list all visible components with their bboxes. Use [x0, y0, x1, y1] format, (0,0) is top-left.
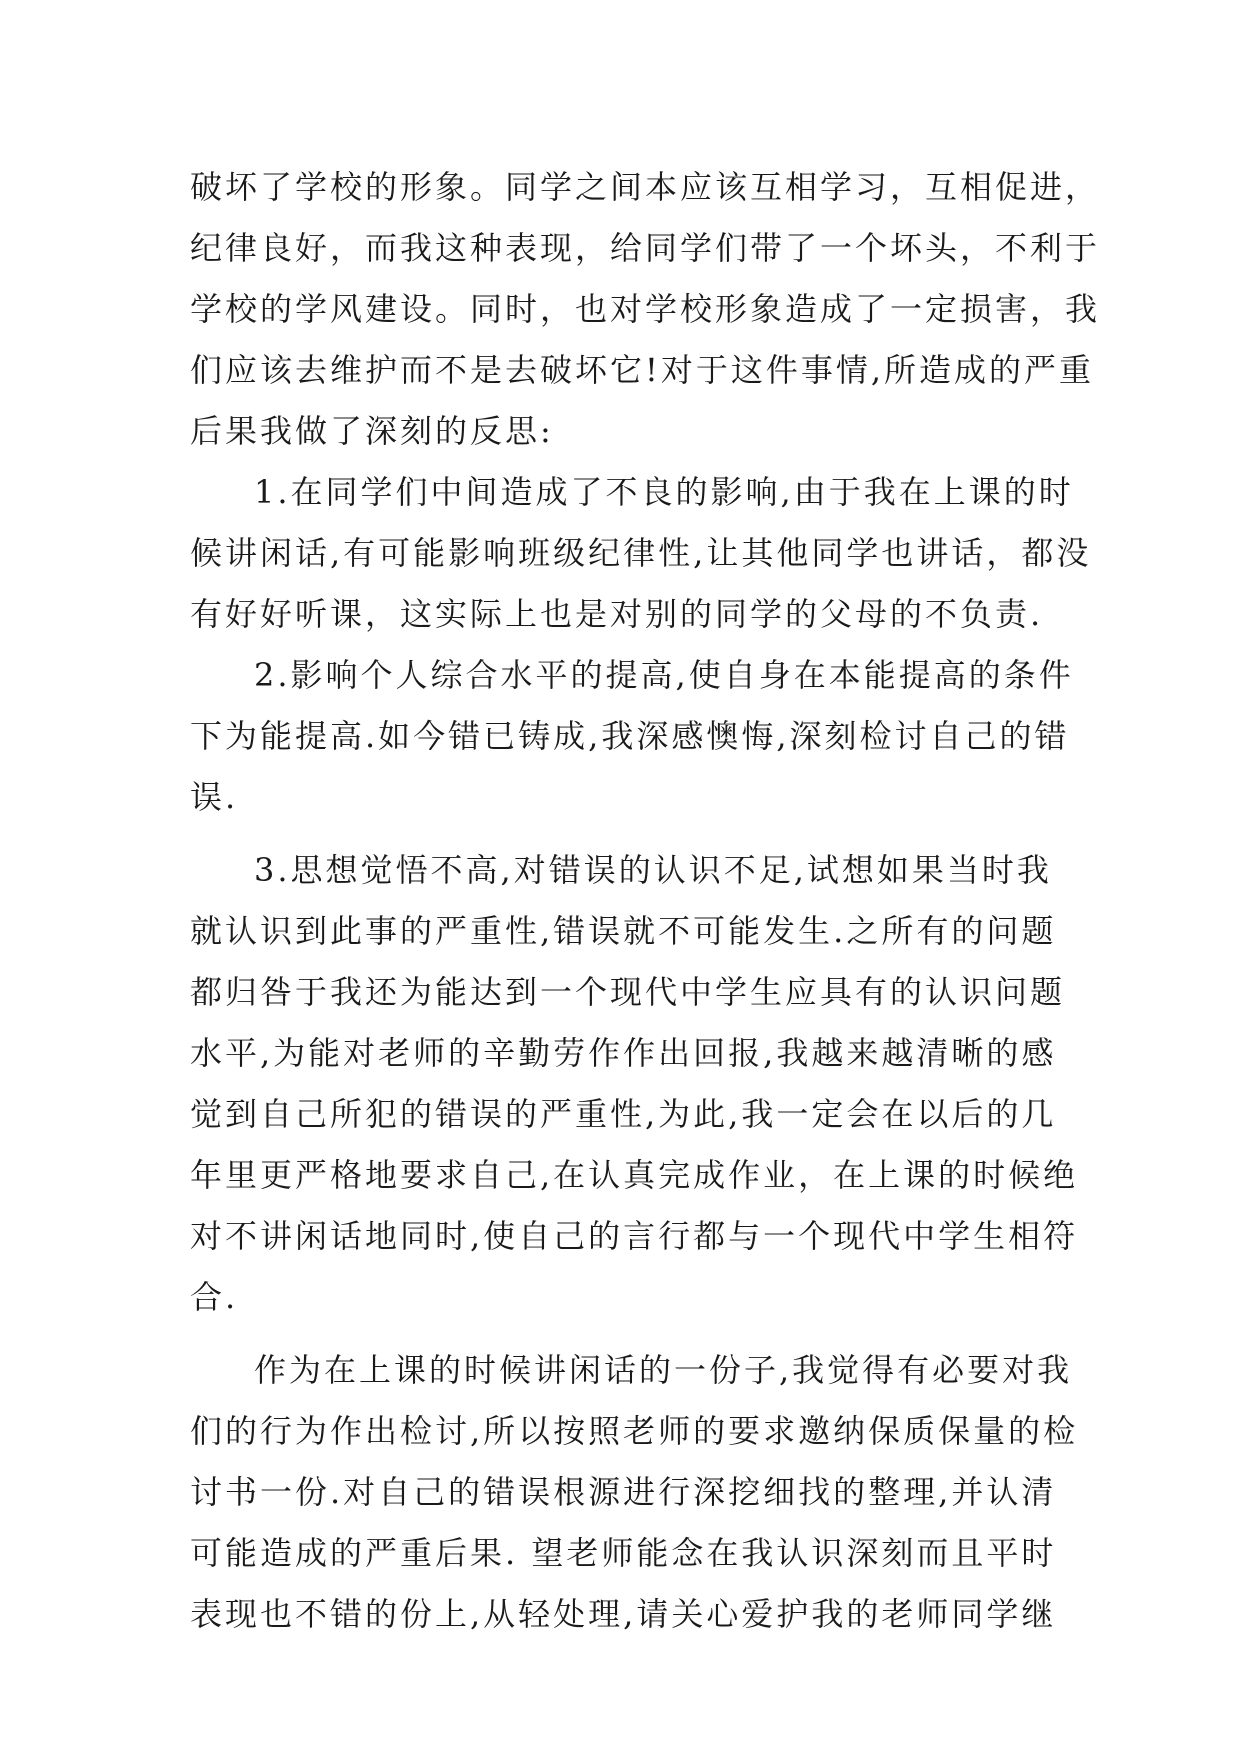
text-line: 表现也不错的份上,从轻处理,请关心爱护我的老师同学继: [190, 1595, 1057, 1633]
text-line: 就认识到此事的严重性,错误就不可能发生.之所有的问题: [190, 912, 1057, 950]
text-line: 作为在上课的时候讲闲话的一份子,我觉得有必要对我: [254, 1351, 1073, 1389]
text-line: 讨书一份.对自己的错误根源进行深挖细找的整理,并认清: [190, 1473, 1057, 1511]
text-line: 下为能提高.如今错已铸成,我深感懊悔,深刻检讨自己的错: [190, 717, 1070, 755]
text-line: 后果我做了深刻的反思:: [190, 412, 554, 450]
text-line: 觉到自己所犯的错误的严重性,为此,我一定会在以后的几: [190, 1095, 1057, 1133]
point-3: [190, 840, 1079, 1328]
paragraph-reflection-intro: [190, 157, 1101, 462]
text-line: 可能造成的严重后果. 望老师能念在我认识深刻而且平时: [190, 1534, 1057, 1572]
text-line: 都归咎于我还为能达到一个现代中学生应具有的认识问题: [190, 973, 1066, 1011]
text-line: 们的行为作出检讨,所以按照老师的要求邀纳保质保量的检: [190, 1412, 1079, 1450]
text-line: 水平,为能对老师的辛勤劳作作出回报,我越来越清晰的感: [190, 1034, 1057, 1072]
text-line: 候讲闲话,有可能影响班级纪律性,让其他同学也讲话，都没: [190, 534, 1092, 572]
point-2: [190, 645, 1074, 828]
text-line: 破坏了学校的形象。同学之间本应该互相学习，互相促进，: [190, 168, 1101, 206]
text-line: 学校的学风建设。同时，也对学校形象造成了一定损害，我: [190, 290, 1101, 328]
text-line: 合.: [190, 1278, 239, 1316]
text-line: 们应该去维护而不是去破坏它!对于这件事情,所造成的严重: [190, 351, 1095, 389]
text-line: 误.: [190, 778, 239, 816]
text-line: 年里更严格地要求自己,在认真完成作业，在上课的时候绝: [190, 1156, 1079, 1194]
text-line: 对不讲闲话地同时,使自己的言行都与一个现代中学生相符: [190, 1217, 1079, 1255]
point-1: [190, 462, 1092, 645]
text-line: 3.思想觉悟不高,对错误的认识不足,试想如果当时我: [254, 851, 1052, 889]
text-line: 有好好听课，这实际上也是对别的同学的父母的不负责.: [190, 595, 1044, 633]
paragraph-spacer: [190, 1328, 1062, 1340]
document-body: [190, 157, 1101, 1645]
text-line: 纪律良好，而我这种表现，给同学们带了一个坏头，不利于: [190, 229, 1101, 267]
paragraph-conclusion: [190, 1340, 1079, 1645]
text-line: 1.在同学们中间造成了不良的影响,由于我在上课的时: [254, 473, 1074, 511]
paragraph-spacer: [190, 828, 1062, 840]
text-line: 2.影响个人综合水平的提高,使自身在本能提高的条件: [254, 656, 1074, 694]
